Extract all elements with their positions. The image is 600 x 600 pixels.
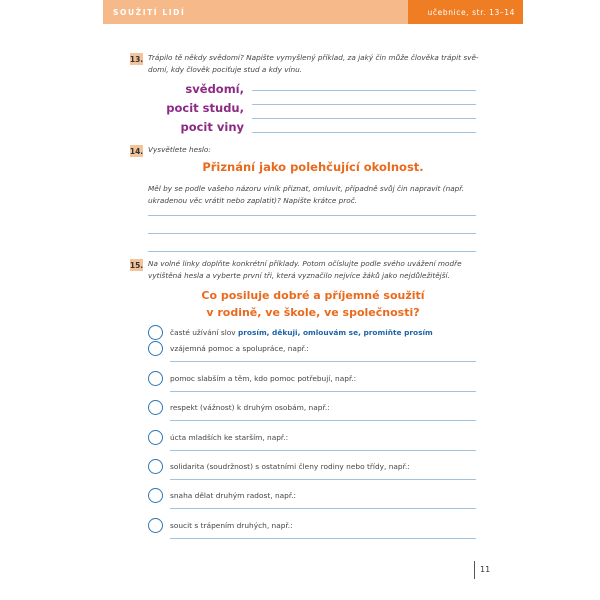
question-13-line-1: Trápilo tě někdy svědomí? Napište vymyšlený příklad, za jaký čin může člověka trápit svě-: [148, 53, 479, 62]
answer-line[interactable]: [170, 420, 476, 421]
option-polite-words-prefix: časté užívání slov: [170, 328, 238, 337]
chapter-title-bar: [103, 0, 408, 24]
answer-line[interactable]: [252, 132, 476, 133]
textbook-reference-bar: [408, 0, 523, 24]
rank-circle[interactable]: [148, 341, 163, 356]
answer-line[interactable]: [148, 233, 476, 234]
question-15-heading-line-1: Co posiluje dobré a příjemné soužití: [201, 289, 425, 302]
rank-circle[interactable]: [148, 371, 163, 386]
rank-circle[interactable]: [148, 459, 163, 474]
question-13-line-2: domí, kdy člověk pociťuje stud a kdy vínu.: [148, 65, 303, 74]
option-joy: snaha dělat druhým radost, např.:: [170, 491, 297, 500]
question-14-prompt: Vysvětlete heslo:: [148, 145, 211, 154]
page-number-divider: [474, 561, 475, 579]
term-guilt: pocit viny: [180, 120, 244, 134]
answer-line[interactable]: [148, 215, 476, 216]
question-14-line-1: Měl by se podle vašeho názoru viník přiznat, omluvit, případně svůj čin napravit (např.: [148, 184, 464, 193]
option-respect: respekt (vážnost) k druhým osobám, např.:: [170, 403, 330, 412]
chapter-title: SOUŽITÍ LIDÍ: [113, 7, 186, 17]
question-15-number: 15.: [129, 260, 144, 270]
answer-line[interactable]: [148, 251, 476, 252]
option-solidarity: solidarita (soudržnost) s ostatními členy rodiny nebo třídy, např.:: [170, 462, 410, 471]
answer-line[interactable]: [170, 508, 476, 509]
answer-line[interactable]: [170, 391, 476, 392]
answer-line[interactable]: [252, 118, 476, 119]
option-mutual-help: vzájemná pomoc a spolupráce, např.:: [170, 344, 309, 353]
option-help-weaker: pomoc slabším a těm, kdo pomoc potřebují, např.:: [170, 374, 357, 383]
question-13-number: 13.: [129, 54, 144, 64]
answer-line[interactable]: [252, 104, 476, 105]
question-15-line-1: Na volné linky doplňte konkrétní příklady. Potom očíslujte podle svého uvážení modře: [148, 259, 462, 268]
option-polite-words: [170, 328, 433, 337]
answer-line[interactable]: [170, 450, 476, 451]
rank-circle[interactable]: [148, 430, 163, 445]
rank-circle[interactable]: [148, 488, 163, 503]
term-conscience: svědomí,: [185, 82, 244, 96]
rank-circle[interactable]: [148, 400, 163, 415]
rank-circle[interactable]: [148, 518, 163, 533]
term-shame: pocit studu,: [166, 101, 244, 115]
answer-line[interactable]: [252, 90, 476, 91]
answer-line[interactable]: [170, 479, 476, 480]
question-15-line-2: vytištěná hesla a vyberte první tři, která vyznačilo nejvíce žáků jako nejdůležitější.: [148, 271, 450, 280]
chapter-header: [103, 0, 523, 24]
question-14-number: 14.: [129, 146, 144, 156]
option-elders: úcta mladších ke starším, např.:: [170, 433, 289, 442]
answer-line[interactable]: [170, 361, 476, 362]
motto-heading: Přiznání jako polehčující okolnost.: [202, 160, 424, 174]
option-compassion: soucit s trápením druhých, např.:: [170, 521, 293, 530]
option-polite-words-highlight: prosím, děkuji, omlouvám se, promiňte prosím: [238, 328, 433, 337]
rank-circle[interactable]: [148, 325, 163, 340]
question-14-line-2: ukradenou věc vrátit nebo zaplatit)? Napište krátce proč.: [148, 196, 358, 205]
textbook-reference: učebnice, str. 13–14: [427, 7, 515, 17]
question-15-heading-line-2: v rodině, ve škole, ve společnosti?: [206, 306, 420, 319]
page-number: 11: [480, 565, 491, 574]
answer-line[interactable]: [170, 538, 476, 539]
